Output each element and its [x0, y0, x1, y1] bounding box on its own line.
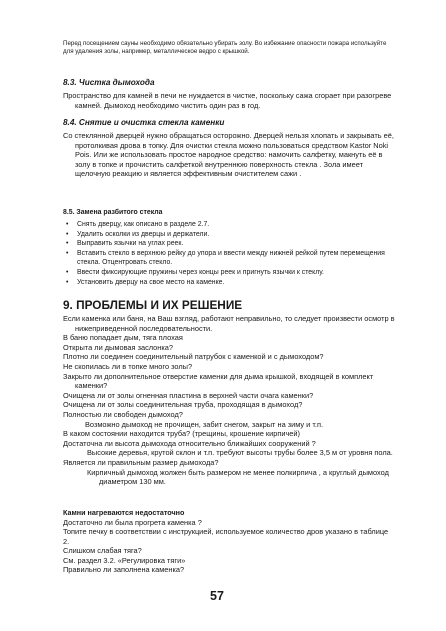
check-question: См. раздел 3.2. «Регулировка тяги» — [63, 555, 186, 565]
bullet-icon: • — [66, 221, 69, 228]
list-item: • Ввести фиксирующие пружины через концы реек и пригнуть язычки к стеклу. — [66, 268, 324, 276]
intro-paragraph — [63, 40, 396, 56]
check-question: Правильно ли заполнена каменка? — [63, 565, 185, 575]
check-question: Закрыто ли дополнительное отверстие каменки для дыма крышкой, входящей в комплект каменки? — [63, 371, 374, 391]
list-item: • Удалить осколки из дверцы и держатели. — [66, 230, 210, 238]
check-question: Является ли правильным размер дымохода? — [63, 457, 219, 467]
intro-text: Перед посещением сауны необходимо обязательно убирать золу. Во избежание опасности пожара используйте для удаления золы, например, металлическое ведро с крышкой. — [63, 40, 387, 56]
section-8-4 — [63, 118, 396, 179]
check-question: Плотно ли соединен соединительный патрубок с каменкой и с дымоходом? — [63, 352, 324, 362]
list-item: • Вставить стекло в верхнюю рейку до упора и ввести между нижней рейкой путем перемещения стекла. Отцентровать стекло. — [66, 249, 385, 267]
list-item: • Снять дверцу, как описано в разделе 2.7. — [66, 221, 210, 228]
section-8-4-text: Со стеклянной дверцей нужно обращаться осторожно. Дверцей нельзя хлопать и закрывать её, протолкивая дрова в топку. Для очистки стекла можно пользоваться средством Kastor Noki Pois. Или же использовать простое народное средство: намочить салфетку, макнуть её в золу в топке и прочистить салфеткой внутреннюю поверхность стекла . Зола имеет щелочную реакцию и является эффективным очистителем сажи . — [63, 131, 394, 179]
check-answer: Возможно дымоход не прочищен, забит снегом, закрыт на зиму и т.п. — [85, 419, 324, 429]
check-question: Достаточна ли высота дымохода относительно ближайших сооружений ? — [63, 438, 316, 448]
section-9-title: 9. ПРОБЛЕМЫ И ИХ РЕШЕНИЕ — [63, 298, 243, 312]
check-question: Полностью ли свободен дымоход? — [63, 409, 183, 419]
section-8-3 — [63, 78, 396, 110]
check-question: Достаточно ли была прогрета каменка ? — [63, 517, 202, 527]
bullet-icon: • — [66, 249, 69, 257]
bullet-icon: • — [66, 268, 69, 276]
bullet-icon: • — [66, 278, 69, 286]
list-item: • Выправить язычки на углах реек. — [66, 240, 184, 248]
check-question: Топите печку в соответствии с инструкцией, используемое количество дров указано в таблице 2. — [63, 527, 389, 546]
section-8-5 — [63, 208, 396, 287]
section-9-body — [63, 314, 396, 487]
check-question: Слишком слабая тяга? — [63, 546, 142, 556]
check-question: В каком состоянии находится труба? (трещины, крошение кирпичей) — [63, 429, 301, 439]
section-stones-heating — [63, 508, 396, 575]
page-number: 57 — [210, 589, 224, 603]
check-question: Открыта ли дымовая заслонка? — [63, 342, 173, 352]
bullet-icon: • — [66, 230, 69, 238]
list-item: • Установить дверцу на свое место на каменке. — [66, 278, 225, 286]
bullet-icon: • — [66, 240, 69, 248]
check-answer: Кирпичный дымоход жолжен быть размером не менее полкирпича , а круглый дымоход диаметром 130 мм. — [87, 467, 389, 487]
check-question: Очищена ли от золы огненная пластина в верхней части очага каменки? — [63, 390, 314, 400]
section-8-3-text: Пространство для камней в печи не нуждается в чистке, поскольку сажа сгорает при разогреве камней. Дымоход необходимо чистить один раз в год. — [63, 91, 392, 110]
problem-heading: В баню попадает дым, тяга плохая — [63, 333, 183, 343]
check-question: Очищена ли от золы соединительная труба, проходящая в дымоход? — [63, 400, 303, 410]
section-8-5-title: 8.5. Замена разбитого стекла — [63, 209, 163, 216]
check-question: Не скопилась ли в топке много золы? — [63, 361, 193, 371]
section-8-3-title: 8.3. Чистка дымохода — [63, 78, 155, 87]
section-9-lead: Если каменка или баня, на Ваш взгляд, работают неправильно, то следует произвести осмотр в нижеприведенной последовательности. — [63, 314, 395, 333]
section-8-4-title: 8.4. Снятие и очистка стекла каменки — [63, 118, 225, 127]
check-answer: Высокие деревья, крутой склон и т.п. требуют высоты трубы более 3,5 м от уровня пола. — [87, 448, 393, 458]
stones-heating-title: Камни нагреваются недостаточно — [63, 508, 185, 517]
section-9 — [63, 298, 396, 487]
section-8-5-list — [63, 220, 396, 287]
